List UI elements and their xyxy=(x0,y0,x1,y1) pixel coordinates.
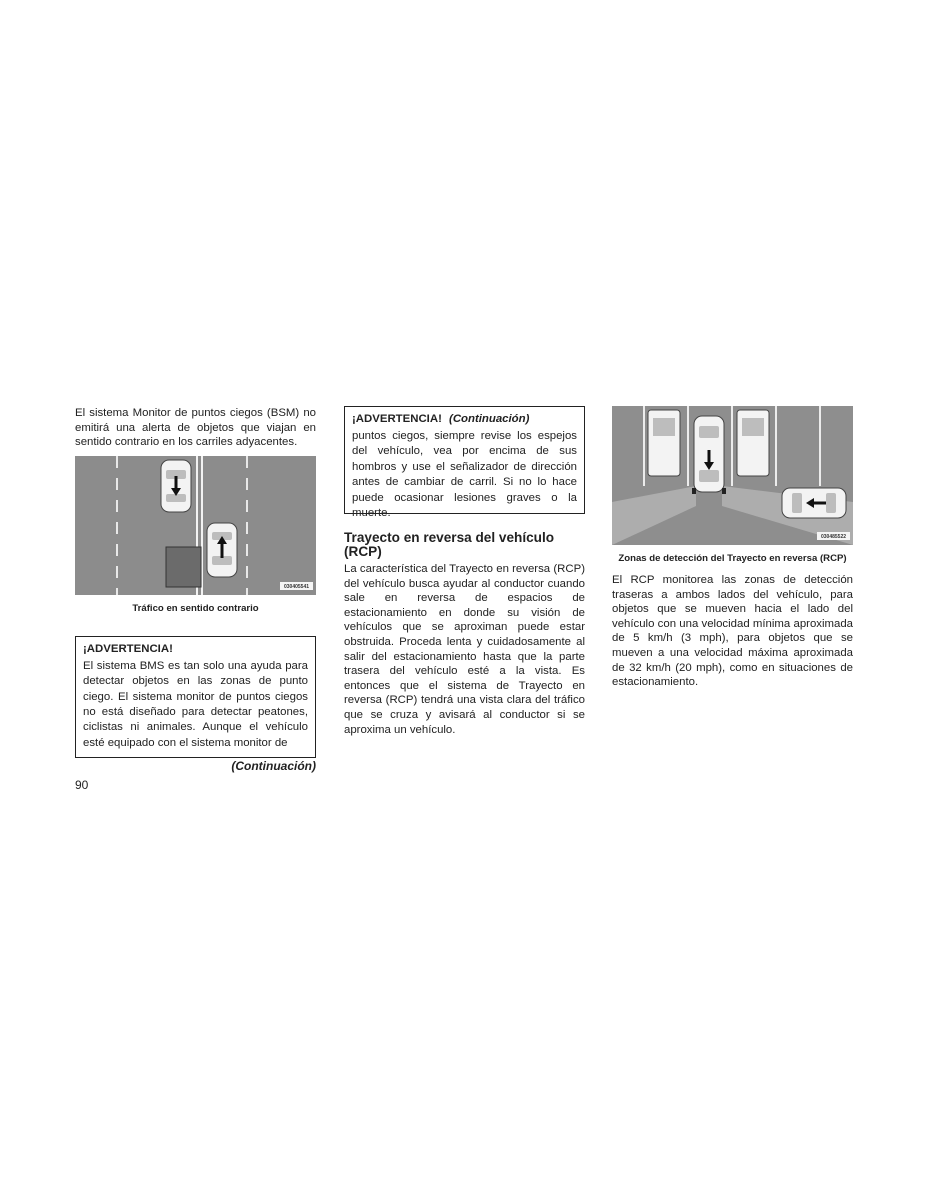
figure-rcp-zones xyxy=(612,406,853,545)
column-right xyxy=(612,406,853,690)
warning-title: ¡ADVERTENCIA! xyxy=(83,642,173,655)
warning-text: El sistema BMS es tan solo una ayuda para detectar objetos en las zonas de punto ciego. El sistema monitor de puntos ciegos no está diseñado para detectar peatones, ciclistas ni animales. Aunque el vehículo esté equipado con el sistema monitor de xyxy=(83,659,308,749)
warning-box-continued xyxy=(344,406,585,520)
warning-title-continued xyxy=(352,412,577,427)
column-middle xyxy=(344,406,585,737)
page-number: 90 xyxy=(75,778,89,792)
column-left xyxy=(75,406,316,758)
figure2-code: 030485522 xyxy=(820,534,847,540)
section-heading: Trayecto en reversa del vehículo (RCP) xyxy=(344,530,555,559)
figure2-caption: Zonas de detección del Trayecto en reversa (RCP) xyxy=(618,553,847,564)
opposite-traffic-illustration xyxy=(75,456,316,595)
continued-label: (Continuación) xyxy=(231,759,316,773)
figure1-code: 030405541 xyxy=(283,583,310,590)
figure-opposite-traffic xyxy=(75,456,316,595)
warning-title-text: ¡ADVERTENCIA! xyxy=(352,413,442,425)
section-body: La característica del Trayecto en reversa (RCP) del vehículo busca ayudar al conductor cuando sale en reversa de espacios de estacionamiento en donde su visión de vehículos que se aproximan puede estar obstruida. Proceda lenta y cuidadosamente al salir del estacionamiento hasta que la parte trasera del vehículo esté a la vista. Es entonces que el sistema de Trayecto en reversa (RCP) tendrá una vista clara del tráfico que se cruza y avisará al conductor si se aproxima un vehículo. xyxy=(344,563,585,736)
intro-paragraph: El sistema Monitor de puntos ciegos (BSM) no emitirá una alerta de objetos que viajan en sentido contrario en los carriles adyacentes. xyxy=(75,407,316,449)
warning-title-cont: (Continuación) xyxy=(449,413,530,425)
rcp-zones-illustration xyxy=(612,406,853,545)
warning-text-continued: puntos ciegos, siempre revise los espejos del vehículo, vea por encima de sus hombros y use el señalizador de dirección antes de cambiar de carril. Si no lo hace puede ocasionar lesiones graves o la muerte. xyxy=(352,430,577,520)
warning-box xyxy=(75,636,316,758)
rcp-body: El RCP monitorea las zonas de detección traseras a ambos lados del vehículo, para objetos que se mueven hacia el lado del vehículo con una velocidad mínima aproximada de 5 km/h (3 mph), para objetos que se mueven a una velocidad máxima aproximada de 32 km/h (20 mph), como en situaciones de estacionamiento. xyxy=(612,574,853,689)
figure1-caption: Tráfico en sentido contrario xyxy=(132,602,259,614)
